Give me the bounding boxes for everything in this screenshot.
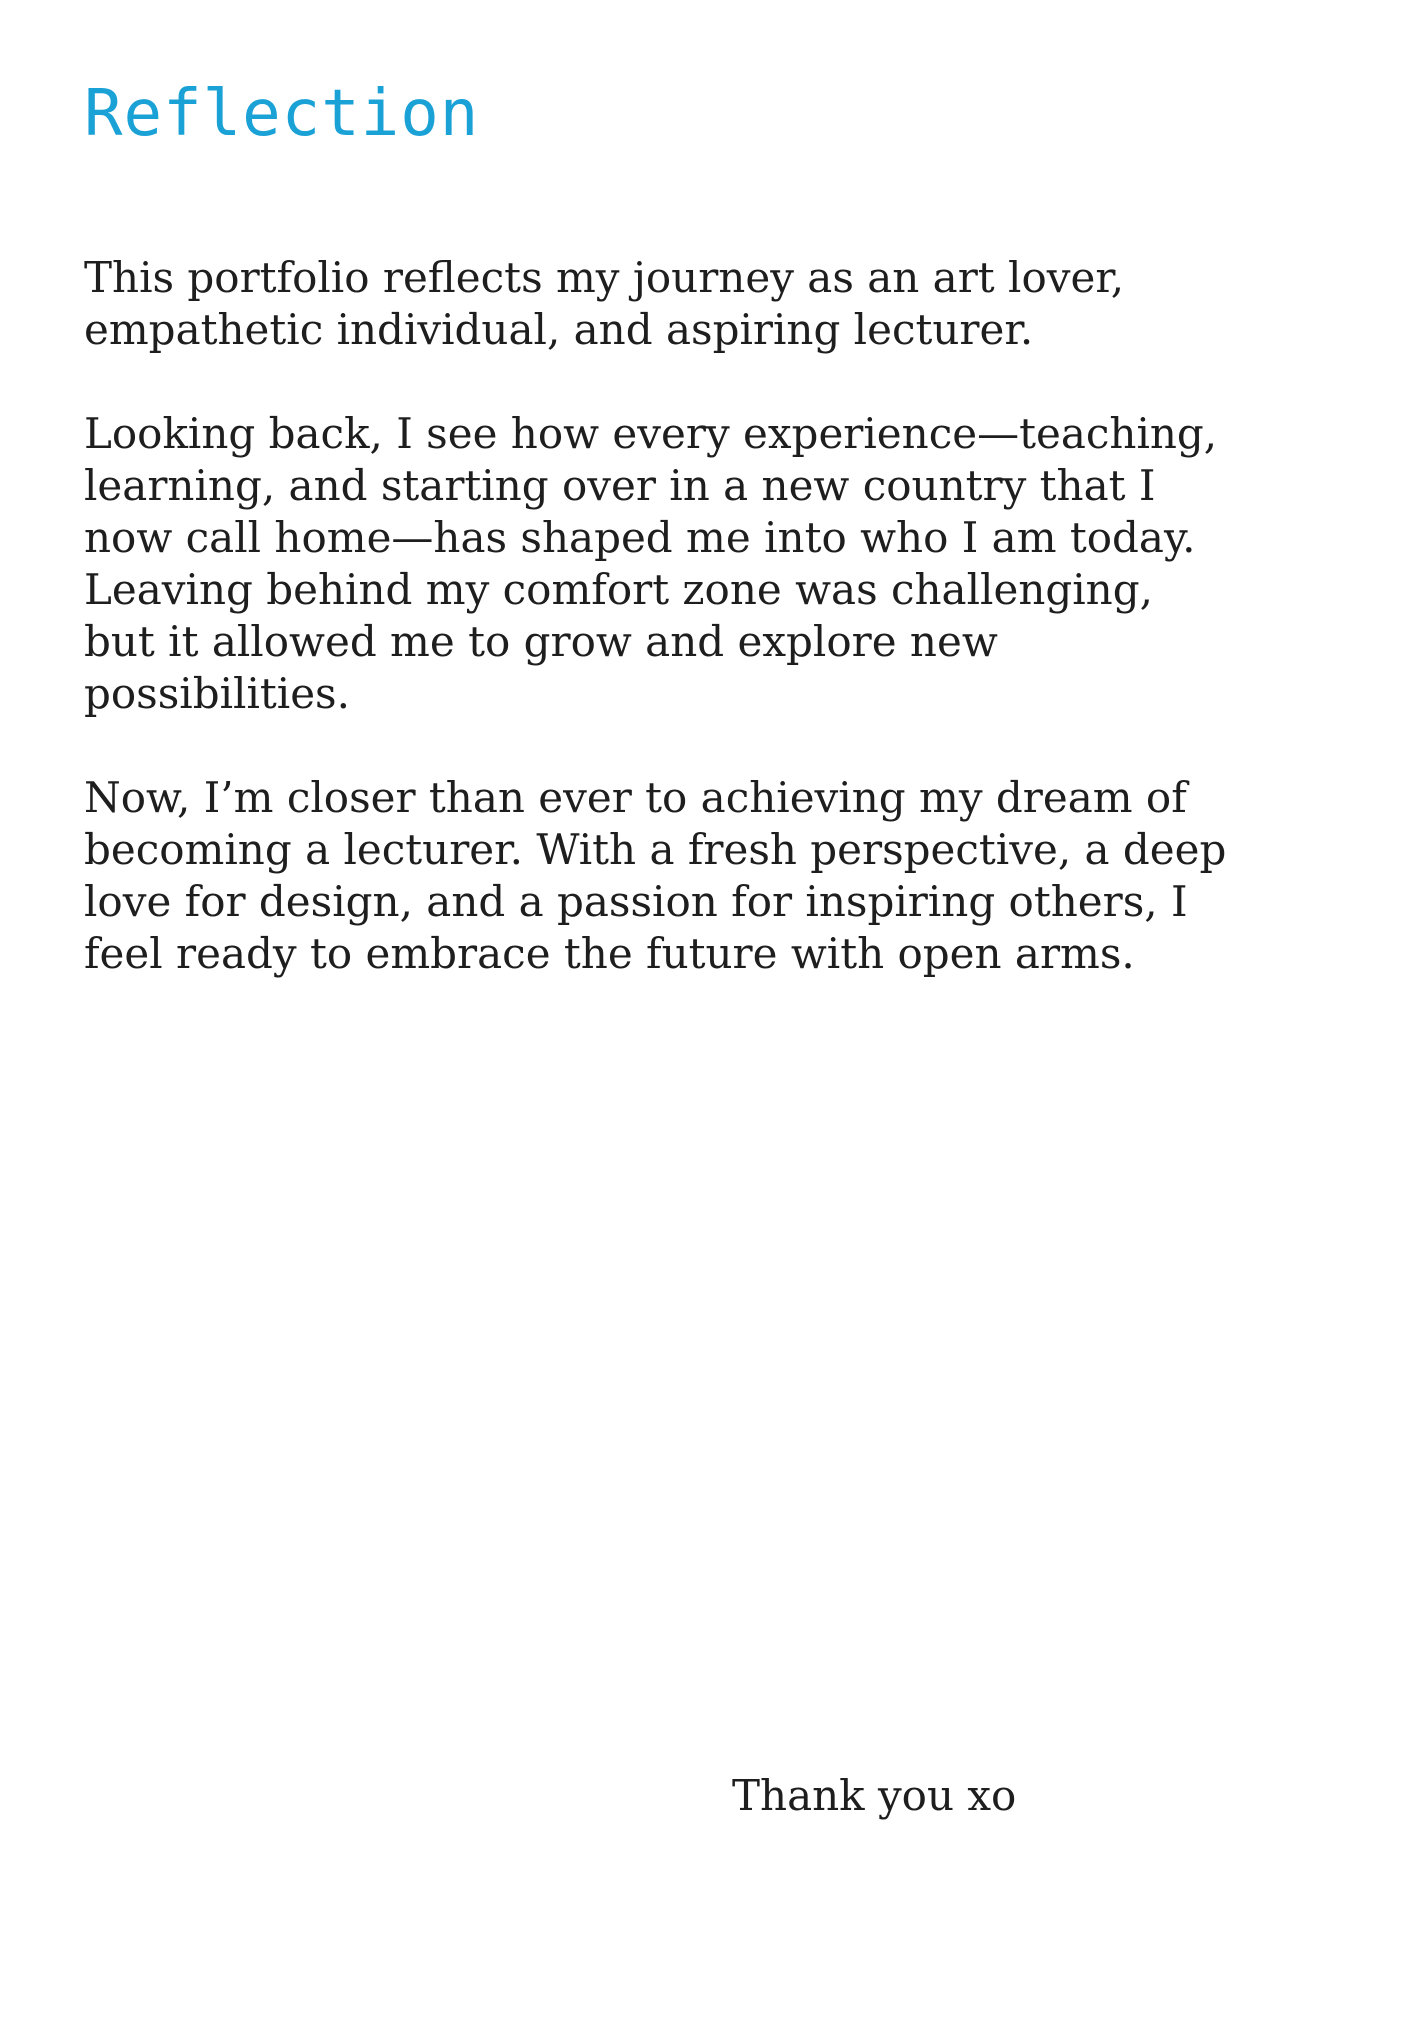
text-line: Now, I’m closer than ever to achieving my dream of [84,773,1187,822]
text-line: possibilities. [84,669,350,718]
text-line: but it allowed me to grow and explore new [84,617,998,666]
reflection-body [84,252,1384,1032]
text-line: feel ready to embrace the future with open arms. [84,929,1135,978]
text-line: Looking back, I see how every experience—teaching, [84,409,1218,458]
page-title: Reflection [84,77,480,151]
text-line: learning, and starting over in a new country that I [84,461,1156,510]
signoff-text: Thank you xo [732,1771,1017,1820]
text-line: empathetic individual, and aspiring lecturer. [84,305,1034,354]
text-line: becoming a lecturer. With a fresh perspective, a deep [84,825,1227,874]
paragraph-looking-back [84,408,1384,720]
text-line: Leaving behind my comfort zone was challenging, [84,565,1153,614]
text-line: now call home—has shaped me into who I am today. [84,513,1196,562]
text-line: love for design, and a passion for inspiring others, I [84,877,1188,926]
paragraph-intro [84,252,1384,356]
text-line: This portfolio reflects my journey as an art lover, [84,253,1125,302]
paragraph-future [84,772,1384,980]
